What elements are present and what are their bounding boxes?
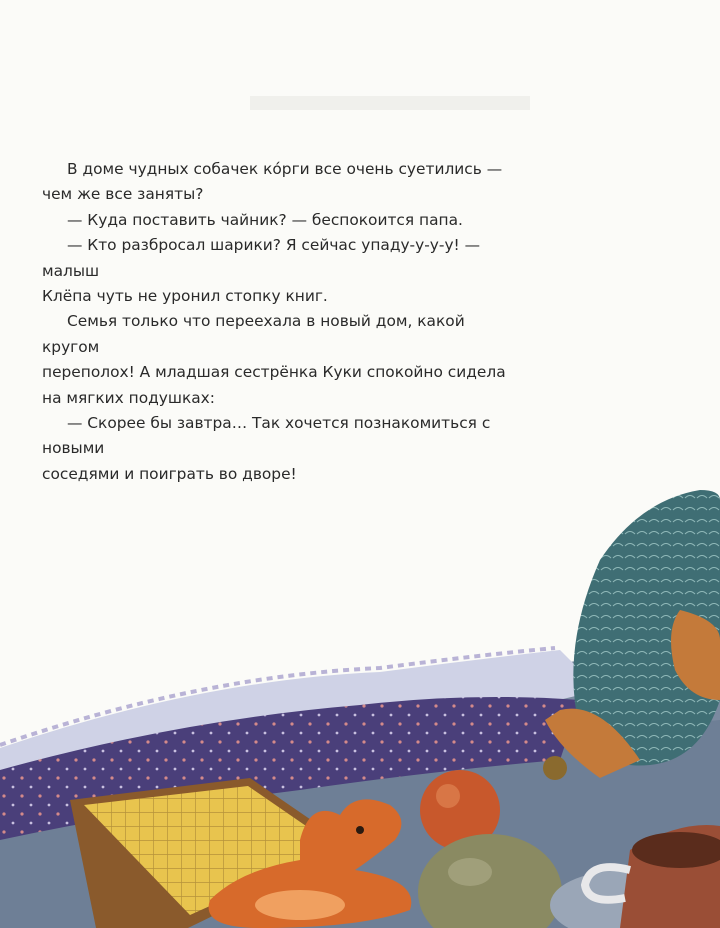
story-line: соседями и поиграть во дворе! [42,464,297,483]
story-line: чем же все заняты? [42,185,204,204]
story-line: — Куда поставить чайник? — беспокоится папа. [67,210,463,229]
story-line: переполох! А младшая сестрёнка Куки спокойно сидела [42,363,506,382]
story-line: — Скорее бы завтра… Так хочется познакомиться с новыми [42,414,491,458]
story-line: Семья только что переехала в новый дом, какой кругом [42,312,465,356]
story-line: В доме чудных собачек ко́рги все очень суетились — [67,160,503,178]
story-line: — Кто разбросал шарики? Я сейчас упаду-у-у-у! — малыш [42,236,480,280]
story-line: Клёпа чуть не уронил стопку книг. [42,287,328,306]
hat [543,490,720,780]
story-line: на мягких подушках: [42,388,215,407]
